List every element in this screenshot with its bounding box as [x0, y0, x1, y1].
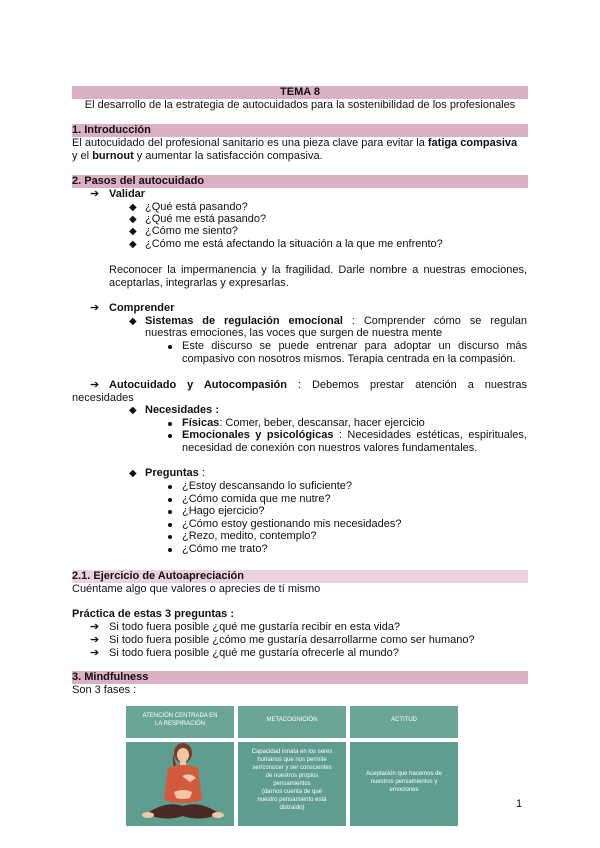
- arrow-bullet-icon: ➔: [90, 647, 100, 659]
- practica-item: Si todo fuera posible ¿cómo me gustaría desarrollarme como ser humano?: [109, 634, 475, 646]
- document-title: TEMA 8: [280, 86, 320, 98]
- diamond-bullet-icon: ◆: [129, 405, 137, 416]
- pregunta-item: ¿Rezo, medito, contemplo?: [182, 530, 317, 542]
- arrow-bullet-icon: ➔: [90, 188, 100, 200]
- necesidades-label: Necesidades :: [145, 404, 219, 416]
- circle-bullet-icon: [168, 535, 172, 539]
- emocionales-item-line-2: necesidad de conexión con nuestros valores fundamentales.: [182, 442, 478, 454]
- pregunta-item: ¿Cómo comida que me nutre?: [182, 493, 331, 505]
- pregunta-item: ¿Hago ejercicio?: [182, 505, 265, 517]
- document-subtitle: El desarrollo de la estrategia de autocuidados para la sostenibilidad de los profesionales: [84, 99, 516, 111]
- page-number: 1: [516, 798, 523, 810]
- fatiga-compasiva-term: fatiga compasiva: [427, 137, 518, 149]
- panel-body-text: Capacidad innata en los seres: [251, 749, 333, 755]
- panel-body-text: pensamientos: [273, 781, 311, 787]
- diamond-bullet-icon: ◆: [129, 226, 137, 237]
- circle-bullet-icon: [168, 345, 172, 349]
- circle-bullet-icon: [168, 434, 172, 438]
- intro-line-1: [72, 137, 517, 150]
- section-2-1-text: Cuéntame algo que valores o aprecies de tí mismo: [72, 583, 321, 595]
- practica-label: Práctica de estas 3 preguntas :: [72, 608, 235, 620]
- practica-item: Si todo fuera posible ¿qué me gustaría ofrecerle al mundo?: [109, 647, 399, 659]
- validar-paragraph-line-1: Reconocer la impermanencia y la fragilidad. Darle nombre a nuestras emociones,: [109, 264, 527, 276]
- comprender-text: : Comprender cómo se regulan: [342, 315, 527, 327]
- diamond-bullet-icon: ◆: [129, 202, 137, 213]
- diamond-bullet-icon: ◆: [129, 214, 137, 225]
- panel-header-text: METACOGNICIÓN: [266, 717, 318, 723]
- panel-header-text: ACTITUD: [391, 717, 417, 723]
- diamond-bullet-icon: ◆: [129, 468, 137, 479]
- section-3-text: Son 3 fases :: [72, 684, 137, 696]
- panel-body-text: (darnos cuenta de qué: [261, 789, 323, 795]
- panel-body-text: emociones: [389, 787, 419, 793]
- autocuidado-line-2: necesidades: [72, 392, 134, 404]
- circle-bullet-icon: [168, 498, 172, 502]
- panel-metacognicion-body: [238, 742, 346, 826]
- validar-label: Validar: [109, 188, 146, 200]
- diamond-bullet-icon: ◆: [129, 239, 137, 250]
- intro-text: y el: [72, 150, 93, 162]
- validar-question: ¿Qué me está pasando?: [145, 213, 267, 225]
- circle-bullet-icon: [168, 510, 172, 514]
- panel-header-metacognicion: [238, 706, 346, 738]
- section-2-1-heading: 2.1. Ejercicio de Autoapreciación: [72, 570, 244, 582]
- diamond-bullet-icon: ◆: [129, 316, 137, 327]
- section-3-heading: 3. Mindfulness: [72, 671, 149, 683]
- panel-body-text: nuestro pensamiento está: [257, 797, 327, 803]
- burnout-term: burnout: [92, 150, 134, 162]
- preguntas-colon: :: [198, 467, 205, 479]
- panel-body-text: Aceptación que hacemos de: [366, 771, 442, 777]
- validar-paragraph-line-2: aceptarlas, integrarlas y expresarlas.: [109, 277, 289, 289]
- arrow-bullet-icon: ➔: [90, 379, 100, 391]
- emocionales-text: : Necesidades estéticas, espirituales,: [333, 429, 527, 441]
- section-2-heading: 2. Pasos del autocuidado: [72, 175, 205, 187]
- pregunta-item: ¿Cómo me trato?: [182, 543, 268, 555]
- panel-body-text: de nuestros propios: [265, 773, 319, 779]
- panel-header-atencion: [126, 706, 234, 738]
- validar-question: ¿Qué está pasando?: [145, 201, 248, 213]
- emocionales-term: Emocionales y psicológicas: [182, 429, 334, 441]
- circle-bullet-icon: [168, 548, 172, 552]
- preguntas-label-line: [145, 467, 205, 480]
- comprender-label: Comprender: [109, 302, 175, 314]
- preguntas-label: Preguntas: [145, 467, 199, 479]
- fisicas-text: : Comer, beber, descansar, hacer ejercicio: [219, 417, 425, 429]
- comprender-sub-line-2: compasivo con nosotros mismos. Terapia centrada en la compasión.: [182, 353, 516, 365]
- intro-text: y aumentar la satisfacción compasiva.: [133, 150, 323, 162]
- autocuidado-label: Autocuidado y Autocompasión: [109, 379, 287, 391]
- comprender-item-line-2: nuestras emociones, las voces que surgen de nuestra mente: [145, 327, 443, 339]
- panel-body-text: humanos que nos permite: [257, 757, 327, 763]
- arrow-bullet-icon: ➔: [90, 302, 100, 314]
- meditating-woman-illustration: [126, 742, 234, 826]
- panel-body-text: distraído): [279, 805, 305, 811]
- fisicas-term: Físicas: [182, 417, 220, 429]
- autocuidado-line-1: [109, 379, 527, 392]
- arrow-bullet-icon: ➔: [90, 634, 100, 646]
- circle-bullet-icon: [168, 523, 172, 527]
- panel-body-text: ser/conocer y ser conscientes: [252, 765, 332, 771]
- intro-line-2: [72, 150, 323, 163]
- emocionales-item-line-1: [182, 429, 527, 442]
- panel-header-text: LA RESPIRACIÓN: [154, 721, 205, 727]
- comprender-sub-line-1: Este discurso se puede entrenar para adoptar un discurso más: [182, 340, 527, 352]
- autocuidado-text: : Debemos prestar atención a nuestras: [286, 379, 527, 391]
- panel-atencion-body: [126, 742, 234, 826]
- pregunta-item: ¿Estoy descansando lo suficiente?: [182, 480, 352, 492]
- intro-text: El autocuidado del profesional sanitario es una pieza clave para evitar la: [72, 137, 428, 149]
- validar-question: ¿Cómo me está afectando la situación a la que me enfrento?: [145, 238, 443, 250]
- section-1-heading: 1. Introducción: [72, 124, 151, 136]
- panel-header-text: ATENCIÓN CENTRADA EN: [142, 713, 218, 719]
- pregunta-item: ¿Cómo estoy gestionando mis necesidades?: [182, 518, 402, 530]
- panel-actitud-body: [350, 742, 458, 826]
- circle-bullet-icon: [168, 422, 172, 426]
- arrow-bullet-icon: ➔: [90, 621, 100, 633]
- circle-bullet-icon: [168, 485, 172, 489]
- panel-header-actitud: [350, 706, 458, 738]
- panel-body-text: nuestros pensamientos y: [370, 779, 438, 785]
- validar-question: ¿Cómo me siento?: [145, 225, 238, 237]
- regulacion-term: Sistemas de regulación emocional: [145, 315, 343, 327]
- practica-item: Si todo fuera posible ¿qué me gustaría recibir en esta vida?: [109, 621, 401, 633]
